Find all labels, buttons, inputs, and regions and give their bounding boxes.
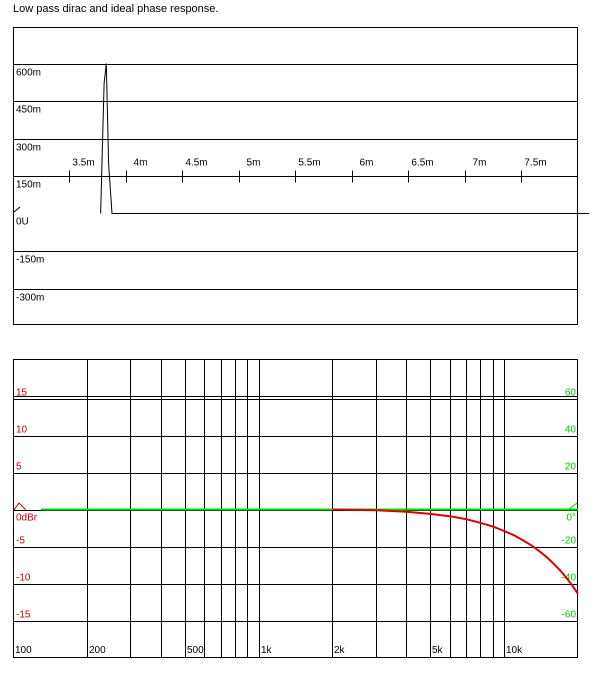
x-tick-label: 4m (133, 157, 148, 169)
y-left-tick-label: 10 (16, 424, 28, 436)
y-tick-label: 0U (16, 216, 29, 228)
y-left-tick-label: 5 (16, 461, 22, 473)
page-title: Low pass dirac and ideal phase response. (13, 3, 219, 15)
y-right-tick-label: -60 (561, 609, 576, 621)
x-tick-label: 1k (261, 645, 272, 656)
x-tick-label: 100 (15, 645, 32, 656)
y-right-tick-label: 20 (564, 461, 576, 473)
y-right-tick-label: 60 (564, 387, 576, 399)
y-tick-label: -150m (16, 254, 45, 266)
x-tick-label: 3.5m (72, 157, 95, 169)
impulse-response-chart (14, 28, 590, 325)
x-tick-label: 7m (472, 157, 487, 169)
y-left-tick-label: -10 (16, 572, 31, 584)
y-left-tick-label: 15 (16, 387, 28, 399)
y-left-tick-label: -5 (16, 535, 25, 547)
x-tick-label: 4.5m (185, 157, 208, 169)
x-tick-label: 5.5m (298, 157, 321, 169)
frequency-response-chart (14, 360, 579, 658)
y-left-tick-label: -15 (16, 609, 31, 621)
x-tick-label: 500 (187, 645, 204, 656)
x-tick-label: 10k (506, 645, 523, 656)
y-right-tick-label: -40 (561, 572, 576, 584)
x-tick-label: 200 (89, 645, 106, 656)
x-tick-label: 5m (246, 157, 261, 169)
x-tick-label: 6m (359, 157, 374, 169)
y-tick-label: -300m (16, 292, 45, 304)
x-tick-label: 7.5m (524, 157, 547, 169)
x-tick-label: 2k (334, 645, 345, 656)
y-right-tick-label: 40 (564, 424, 576, 436)
y-tick-label: 450m (16, 104, 42, 116)
y-right-tick-label: 0° (566, 512, 576, 524)
y-left-tick-label: 0dBr (16, 512, 38, 524)
y-tick-label: 150m (16, 179, 42, 191)
x-tick-label: 5k (432, 645, 443, 656)
x-tick-label: 6.5m (411, 157, 434, 169)
y-tick-label: 600m (16, 67, 42, 79)
y-tick-label: 300m (16, 142, 42, 154)
y-right-tick-label: -20 (561, 535, 576, 547)
